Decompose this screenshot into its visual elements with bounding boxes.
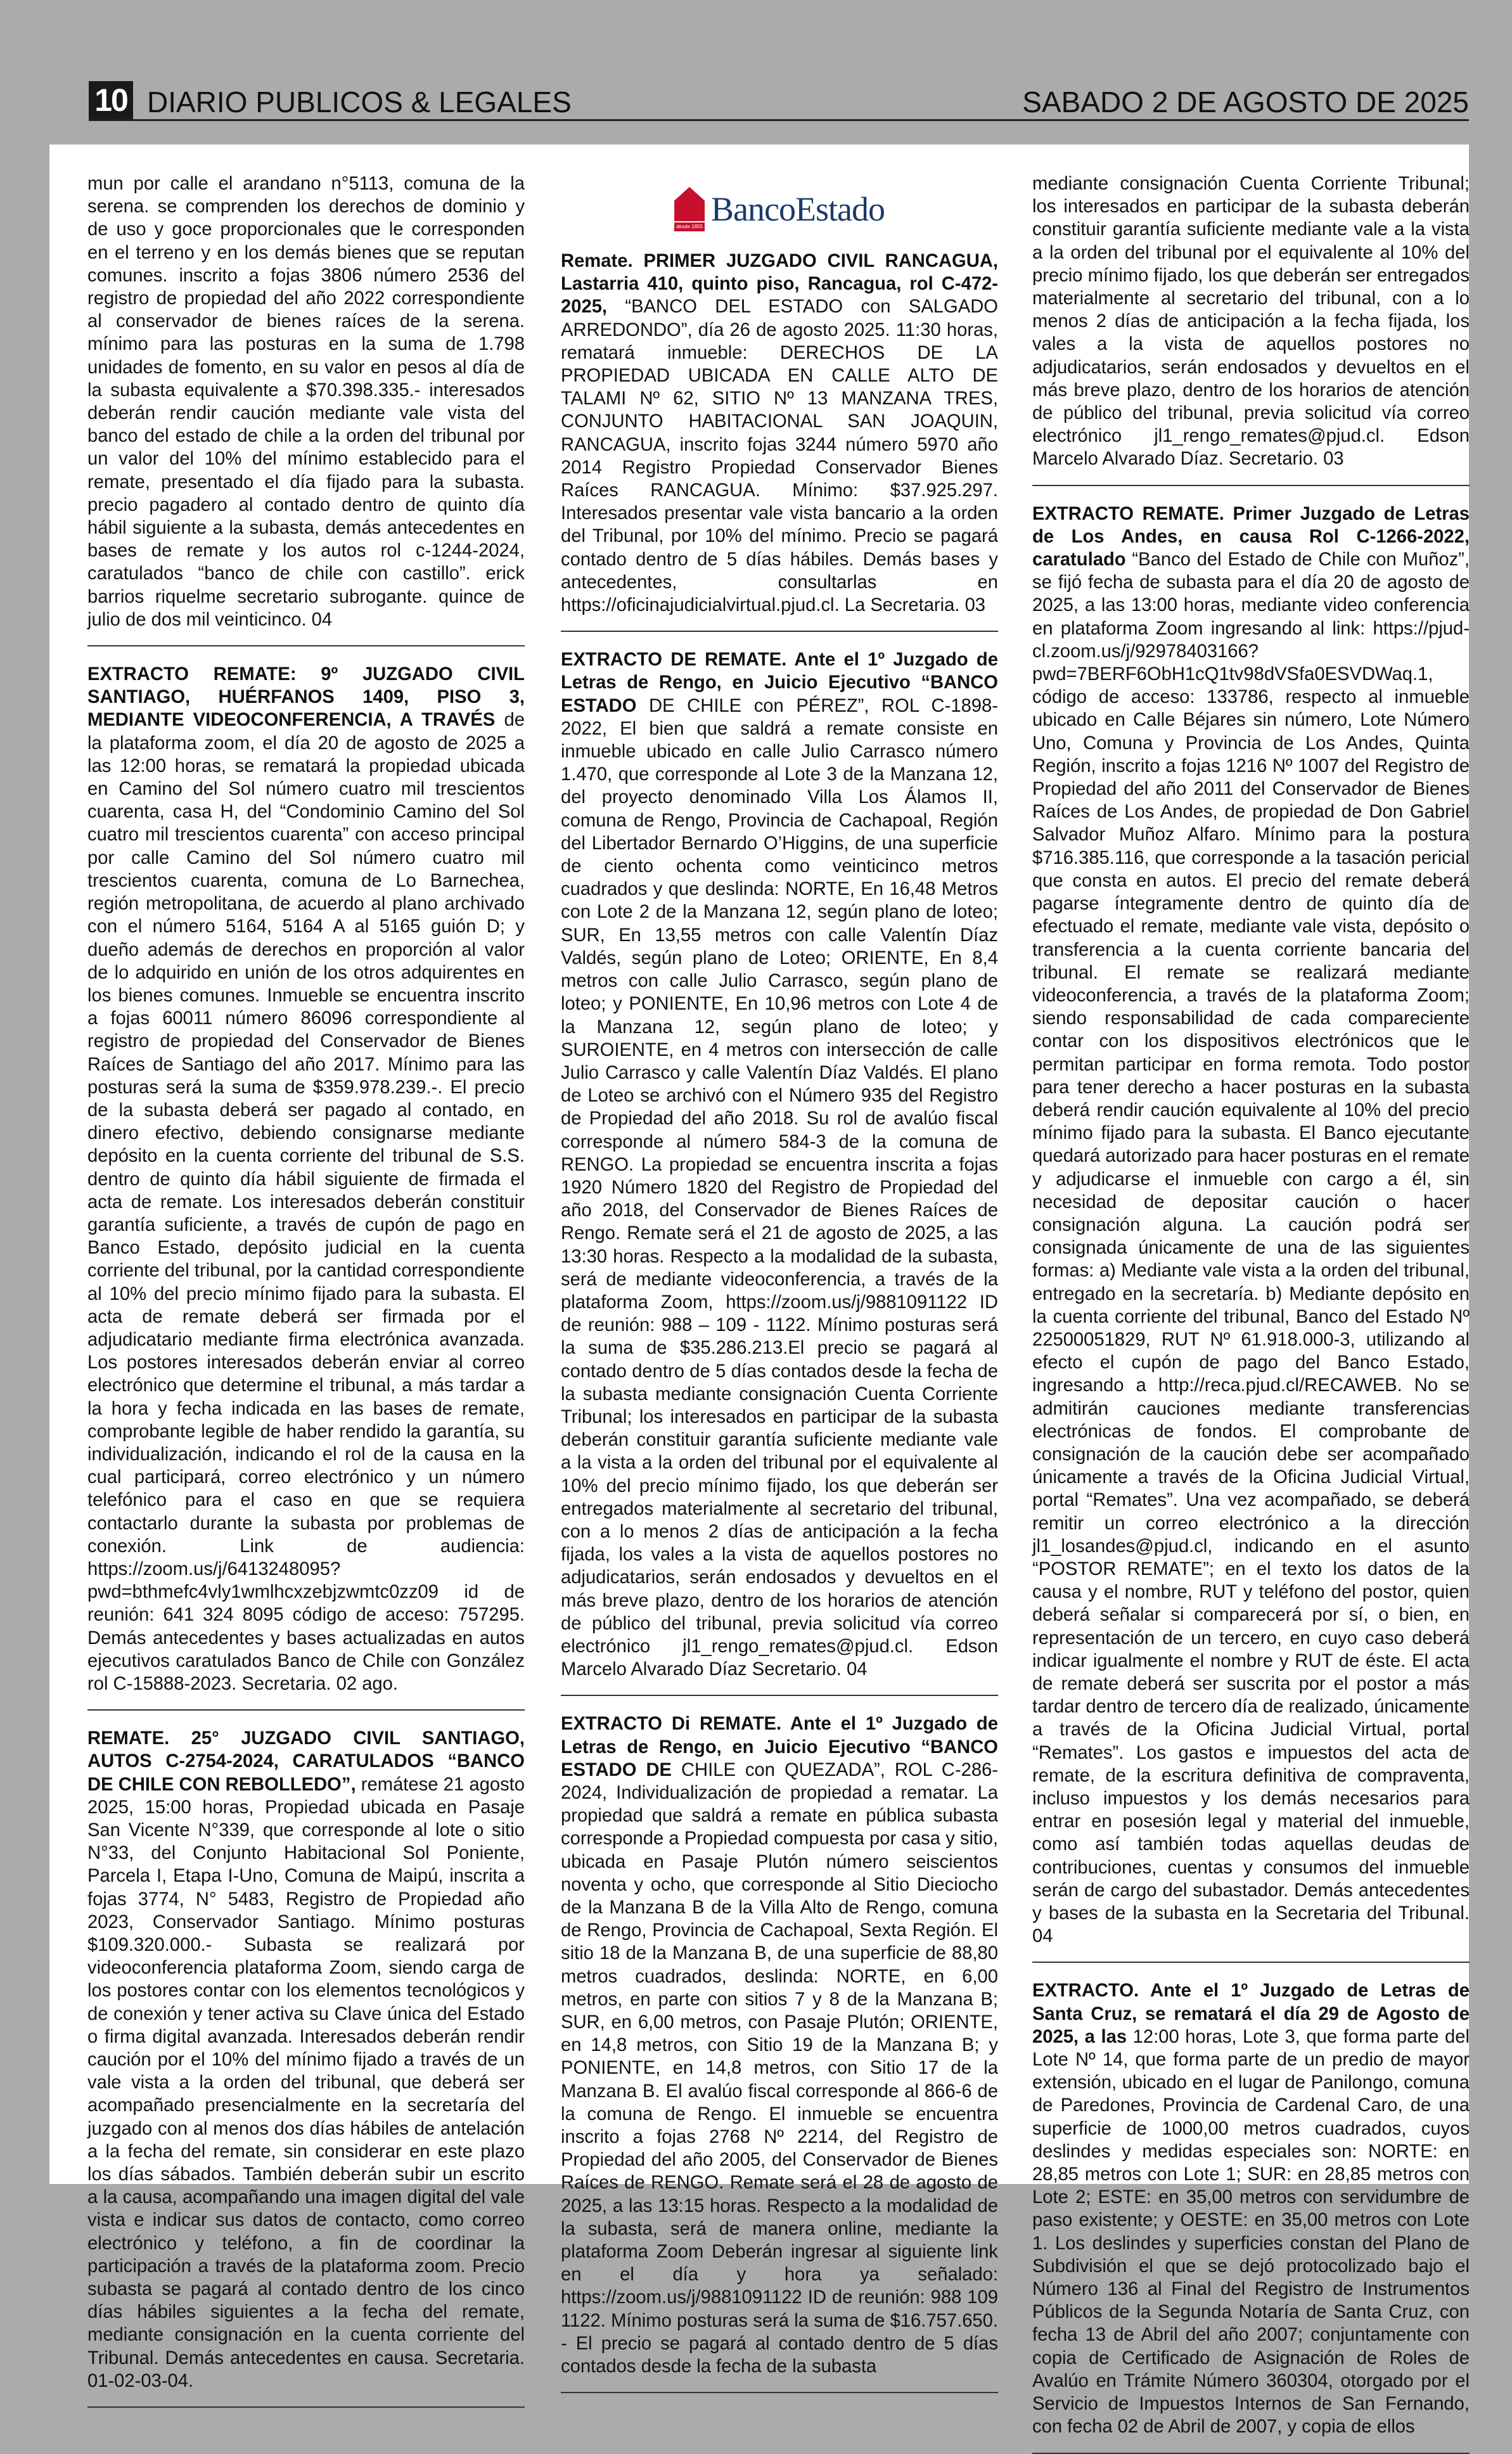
- notice-body: mun por calle el arandano n°5113, comuna de la serena. se comprenden los derechos de dominio y de uso y goce proporcionales que le corresponden en el terreno y en los demás bienes que se reputan comunes. inscrito a fojas 3806 número 2536 del registro de propiedad del año 2022 correspondiente al conservador de bienes raíces de la serena. mínimo para las posturas en la suma de 1.798 unidades de fomento, en su valor en pesos al día de la subasta equivalente a $70.398.335.- interesados deberán rendir caución mediante vale vista del banco del estado de chile a la orden del tribunal por un valor del 10% del mínimo establecido para el remate, presentado el día fijado para la subasta. precio pagadero al contado dentro de quinto día hábil siguiente a la subasta, demás antecedentes en bases de remate y los autos rol c-1244-2024, caratulados “banco de chile con castillo”. erick barrios riquelme secretario subrogante. quince de julio de dos mil veinticinco. 04: [87, 174, 525, 630]
- notice-body: mediante consignación Cuenta Corriente Tribunal; los interesados en participar de la subasta deberán constituir garantía suficiente mediante vale a la vista a la orden del tribunal por el equivalente al 10% del precio mínimo fijado, los que deberán ser entregados materialmente al secretario del tribunal, con a lo menos 2 días de anticipación a la fecha fijada, los vales a la vista de aquellos postores no adjudicatarios, serán endosados y devueltos en el más breve plazo, dentro de los horarios de atención de público del tribunal, previa solicitud vía correo electrónico jl1_rengo_remates@pjud.cl. Edson Marcelo Alvarado Díaz. Secretario. 03: [1032, 174, 1470, 470]
- column-1: [87, 172, 525, 2391]
- notice-text: [1032, 172, 1470, 471]
- notice-body: DE CHILE con PÉREZ”, ROL C-1898-2022, El bien que saldrá a remate consiste en inmueble ubicado en calle Julio Carrasco número 1.470, que corresponde al Lote 3 de la Manzana 12, del proyecto denominado Villa Los Álamos II, comuna de Rengo, Provincia de Cachapoal, Región del Libertador Bernardo O’Higgins, de una superficie de ciento ochenta como veinticinco metros cuadrados y que deslinda: NORTE, En 16,48 Metros con Lote 2 de la Manzana 12, según plano de loteo; SUR, En 13,55 metros con calle Valentín Díaz Valdés, según plano de Loteo; ORIENTE, En 8,4 metros con calle Julio Carrasco, según plano de loteo; y PONIENTE, En 10,96 metros con Lote 4 de la Manzana 12, según plano de loteo; y SUROIENTE, en 4 metros con intersección de calle Julio Carrasco y calle Valentín Díaz Valdés. El plano de Loteo se archivó con el Número 935 del Registro de Propiedad del año 2018. Su rol de avalúo fiscal corresponde al número 584-3 de la comuna de RENGO. La propiedad se encuentra inscrita a fojas 1920 Número 1820 del Registro de Propiedad del año 2018, del Conservador de Bienes Raíces de Rengo. Remate será el 21 de agosto de 2025, a las 13:30 horas. Respecto a la modalidad de la subasta, será de mediante videoconferencia, a través de la plataforma Zoom, https://zoom.us/j/9881091122 ID de reunión: 988 – 109 - 1122. Mínimo posturas será la suma de $35.286.213.El precio se pagará al contado dentro de 5 días contados desde la fecha de la subasta mediante consignación Cuenta Corriente Tribunal; los interesados en participar de la subasta deberán constituir garantía suficiente mediante vale a la vista a la orden del tribunal por el equivalente al 10% del precio mínimo fijado, los que deberán ser entregados materialmente al secretario del tribunal, con a lo menos 2 días de anticipación a la fecha fijada, los vales a la vista de aquellos postores no adjudicatarios, serán endosados y devueltos en el más breve plazo, dentro de los horarios de atención de público del tribunal, previa solicitud vía correo electrónico jl1_rengo_remates@pjud.cl. Edson Marcelo Alvarado Díaz Secretario. 04: [561, 695, 998, 1680]
- notice-text: [87, 172, 525, 631]
- notice-heading: EXTRACTO. Ante el 1º Juzgado de Letras de Santa Cruz, se rematará el día 29 de Agosto de 2025, a las: [1032, 1981, 1470, 2047]
- legal-notice: [561, 1712, 998, 2393]
- bancoestado-logo: [561, 179, 998, 240]
- notice-heading: EXTRACTO DE REMATE. Ante el 1º Juzgado de Letras de Rengo, en Juicio Ejecutivo “BANCO ESTADO: [561, 650, 998, 716]
- notice-text: [1032, 503, 1470, 1948]
- legal-notice: [1032, 503, 1470, 1963]
- notice-text: [561, 648, 998, 1681]
- bank-building-icon: desde 1855: [674, 187, 705, 231]
- legal-notice: [561, 648, 998, 1696]
- notice-body: “Banco del Estado de Chile con Muñoz”, se fijó fecha de subasta para el día 20 de agosto de 2025, a las 13:00 horas, mediante video conferencia en plataforma Zoom ingresando al link: https://pjud-cl.zoom.us/j/92978403166?pwd=7BERF6ObH1cQ1tv98dVSfa0ESVDWaq.1, código de acceso: 133786, respecto al inmueble ubicado en Calle Béjares sin número, Lote Número Uno, Comuna y Provincia de Los Andes, Quinta Región, inscrito a fojas 1216 Nº 1007 del Registro de Propiedad del año 2011 del Conservador de Bienes Raíces de Los Andes, de propiedad de Don Gabriel Salvador Muñoz Alfaro. Mínimo para la postura $716.385.116, que corresponde a la tasación pericial que consta en autos. El precio del remate deberá pagarse íntegramente dentro de quinto día de efectuado el remate, mediante vale vista, depósito o transferencia a la cuenta corriente bancaria del tribunal. El remate se realizará mediante videoconferencia, a través de la plataforma Zoom; siendo responsabilidad de cada compareciente contar con los dispositivos electrónicos que le permitan participar en forma remota. Todo postor para tener derecho a hacer posturas en la subasta deberá rendir caución equivalente al 10% del precio mínimo fijado para la subasta. El Banco ejecutante quedará autorizado para hacer posturas en el remate y adjudicarse el inmueble con cargo a él, sin necesidad de depositar caución o hacer consignación alguna. La caución podrá ser consignada únicamente de una de las siguientes formas: a) Mediante vale vista a la orden del tribunal, entregado en la secretaría. b) Mediante depósito en la cuenta corriente del tribunal, Banco del Estado Nº 22500051829, RUT Nº 61.918.000-3, utilizando al efecto el cupón de pago del Banco Estado, ingresando a http://reca.pjud.cl/RECAWEB. No se admitirán cauciones mediante transferencias electrónicas de fondos. El comprobante de consignación de la caución debe ser acompañado únicamente a través de la Oficina Judicial Virtual, portal “Remates”. Una vez acompañado, se deberá remitir un correo electrónico a la dirección jl1_losandes@pjud.cl, indicando en el asunto “POSTOR REMATE”; en el texto los datos de la causa y el nombre, RUT y teléfono del postor, quien deberá señalar si comparecerá por sí, o bien, en representación de un tercero, en cuyo caso deberá indicar igualmente el nombre y RUT de éste. El acta de remate deberá ser suscrita por el postor a más tardar dentro de tercero día de realizado, únicamente a través de la Oficina Judicial Virtual, portal “Remates”. Los gastos e impuestos del acta de remate, de la escritura definitiva de compraventa, incluso impuestos y los demás necesarios para entrar en posesión legal y material del inmueble, como así también todas aquellas deudas de contribuciones, cuentas y consumos del inmueble serán de cargo del subastador. Demás antecedentes y bases de la subasta en la Secretaria del Tribunal. 04: [1032, 549, 1470, 1947]
- column-3: [1032, 172, 1470, 2438]
- notice-text: [87, 1727, 525, 2393]
- notice-body: CHILE con QUEZADA”, ROL C-286-2024, Individualización de propiedad a rematar. La propiedad que saldrá a remate en pública subasta corresponde a Propiedad compuesta por casa y sitio, ubicada en Pasaje Plutón número seiscientos noventa y ocho, que corresponde al Sitio Dieciocho de la Manzana B de la Villa Alto de Rengo, comuna de Rengo, Provincia de Cachapoal, Sexta Región. El sitio 18 de la Manzana B, de una superficie de 88,80 metros cuadrados, deslinda: NORTE, en 6,00 metros, en parte con sitios 7 y 8 de la Manzana B; SUR, en 6,00 metros, con Pasaje Plutón; ORIENTE, en 14,8 metros, con Sitio 19 de la Manzana B; y PONIENTE, en 14,8 metros, con Sitio 17 de la Manzana B. El avalúo fiscal corresponde al 866-6 de la comuna de Rengo. El inmueble se encuentra inscrito a fojas 2768 Nº 2214, del Registro de Propiedad del año 2005, del Conservador de Bienes Raíces de RENGO. Remate será el 28 de agosto de 2025, a las 13:15 horas. Respecto a la modalidad de la subasta, será de manera online, mediante la plataforma Zoom Deberán ingresar al siguiente link en el día y hora ya señalado: https://zoom.us/j/9881091122 ID de reunión: 988 109 1122. Mínimo posturas será la suma de $16.757.650. - El precio se pagará al contado dentro de 5 días contados desde la fecha de la subasta: [561, 1759, 999, 2377]
- legal-notice: [87, 1727, 525, 2408]
- notice-heading: Remate. PRIMER JUZGADO CIVIL RANCAGUA, Lastarria 410, quinto piso, Rancagua, rol C-472-2025,: [561, 251, 998, 318]
- notice-text: [87, 663, 525, 1695]
- notice-text: [561, 1712, 998, 2378]
- notice-text: [1032, 1979, 1470, 2438]
- column-2: [561, 172, 999, 2377]
- notice-body: 12:00 horas, Lote 3, que forma parte del Lote Nº 14, que forma parte de un predio de mayor extensión, ubicado en el lugar de Panilongo, comuna de Paredones, Provincia de Cardenal Caro, de una superficie de 1000,00 metros cuadrados, cuyos deslindes y medidas especiales son: NORTE: en 28,85 metros con Lote 1; SUR: en 28,85 metros con Lote 2; ESTE: en 35,00 metros con servidumbre de paso existente; y OESTE: en 35,00 metros con Lote 1. Los deslindes y superficies constan del Plano de Subdivisión el que se dejó protocolizado bajo el Número 136 al Final del Registro de Instrumentos Públicos de la Segunda Notaría de Santa Cruz, con fecha 13 de Abril del año 2007; conjuntamente con copia de Certificado de Asignación de Roles de Avalúo en Trámite Número 360304, otorgado por el Servicio de Impuestos Internos de San Fernando, con fecha 02 de Abril de 2007, y copia de ellos: [1032, 2026, 1470, 2438]
- newspaper-page: [49, 145, 1470, 2438]
- legal-notice: [1032, 172, 1470, 486]
- publication-title: DIARIO PUBLICOS & LEGALES: [147, 86, 572, 119]
- publication-date: SABADO 2 DE AGOSTO DE 2025: [1022, 86, 1469, 119]
- legal-notice: [561, 250, 998, 632]
- notice-heading: REMATE. 25° JUZGADO CIVIL SANTIAGO, AUTOS C-2754-2024, CARATULADOS “BANCO DE CHILE CON REBOLLEDO”,: [87, 1728, 525, 1795]
- notice-heading: EXTRACTO REMATE. Primer Juzgado de Letras de Los Andes, en causa Rol C-1266-2022, caratulado: [1032, 503, 1470, 570]
- page-number: 10: [89, 81, 133, 119]
- logo-wordmark: BancoEstado: [711, 190, 885, 228]
- page-header: [89, 81, 1469, 121]
- notice-body: de la plataforma zoom, el día 20 de agosto de 2025 a las 12:00 horas, se rematará la propiedad ubicada en Camino del Sol número cuatro mil trescientos cuarenta, casa H, del “Condominio Camino del Sol cuatro mil trescientos cuarenta” con acceso principal por calle Camino del Sol número cuatro mil trescientos cuarenta, comuna de Lo Barnechea, región metropolitana, de acuerdo al plano archivado con el número 5164, 5164 A al 5165 guión D; y dueño además de derechos en proporción al valor de lo adquirido en unión de los otros adquirentes en los bienes comunes. Inmueble se encuentra inscrito a fojas 60011 número 86096 correspondiente al registro de propiedad del Conservador de Bienes Raíces de Santiago del año 2017. Mínimo para las posturas será la suma de $359.978.239.-. El precio de la subasta deberá ser pagado al contado, en dinero efectivo, debiendo consignarse mediante depósito en la cuenta corriente del tribunal de S.S. dentro de quinto día hábil siguiente de firmada el acta de remate. Los interesados deberán constituir garantía suficiente, a través de cupón de pago en Banco Estado, depósito judicial en la cuenta corriente del tribunal, por la cantidad correspondiente al 10% del precio mínimo fijado para la subasta. El acta de remate deberá ser firmada por el adjudicatario mediante firma electrónica avanzada. Los postores interesados deberán enviar al correo electrónico que determine el tribunal, a más tardar a la hora y fecha indicada en las bases de remate, comprobante legible de haber rendido la garantía, su individualización, indicando el rol de la causa en la cual participará, correo electrónico y un número telefónico para el caso en que se requiera contactarlo durante la subasta por problemas de conexión. Link de audiencia: https://zoom.us/j/6413248095? pwd=bthmefc4vly1wmlhcxzebjzwmtc0zz09 id de reunión: 641 324 8095 código de acceso: 757295. Demás antecedentes y bases actualizadas en autos ejecutivos caratulados Banco de Chile con González rol C-15888-2023. Secretaria. 02 ago.: [87, 710, 525, 1694]
- legal-notice: [87, 172, 525, 646]
- notice-heading: EXTRACTO Di REMATE. Ante el 1º Juzgado de Letras de Rengo, en Juicio Ejecutivo “BANCO ESTADO DE: [561, 1714, 998, 1780]
- notice-text: [561, 250, 998, 617]
- notice-body: remátese 21 agosto 2025, 15:00 horas, Propiedad ubicada en Pasaje San Vicente N°339, que corresponde al lote o sitio N°33, del Conjunto Habitacional Sol Poniente, Parcela I, Etapa I-Uno, Comuna de Maipú, inscrita a fojas 3774, N° 5483, Registro de Propiedad año 2023, Conservador Santiago. Mínimo posturas $109.320.000.- Subasta se realizará por videoconferencia plataforma Zoom, siendo carga de los postores contar con los elementos tecnológicos y de conexión y tener activa su Clave única del Estado o firma digital avanzada. Interesados deberán rendir caución por el 10% del mínimo fijado a través de un vale vista a la orden del tribunal, que deberá ser acompañado presencialmente en la secretaría del juzgado con al menos dos días hábiles de antelación a la fecha del remate, sin considerar en este plazo los días sábados. También deberán subir un escrito a la causa, acompañando una imagen digital del vale vista e indicar sus datos de contacto, como correo electrónico y teléfono, a fin de coordinar la participación a través de la plataforma zoom. Precio subasta se pagará al contado dentro de los cinco días hábiles siguientes a la fecha del remate, mediante consignación en la cuenta corriente del Tribunal. Demás antecedentes en causa. Secretaria. 01-02-03-04.: [87, 1774, 525, 2391]
- legal-notice: [1032, 1979, 1470, 2453]
- notice-body: “BANCO DEL ESTADO con SALGADO ARREDONDO”, día 26 de agosto 2025. 11:30 horas, rematará inmueble: DERECHOS DE LA PROPIEDAD UBICADA EN CALLE ALTO DE TALAMI Nº 62, SITIO Nº 13 MANZANA TRES, CONJUNTO HABITACIONAL SAN JOAQUIN, RANCAGUA, inscrito fojas 3244 número 5970 año 2014 Registro Propiedad Conservador Bienes Raíces RANCAGUA. Mínimo: $37.925.297. Interesados presentar vale vista bancario a la orden del Tribunal, por 10% del mínimo. Precio se pagará contado dentro de 5 días hábiles. Demás bases y antecedentes, consultarlas en https://oficinajudicialvirtual.pjud.cl. La Secretaria. 03: [561, 297, 998, 616]
- legal-notice: [87, 663, 525, 1711]
- notice-heading: EXTRACTO REMATE: 9º JUZGADO CIVIL SANTIAGO, HUÉRFANOS 1409, PISO 3, MEDIANTE VIDEOCONFERENCIA, A TRAVÉS: [87, 664, 525, 731]
